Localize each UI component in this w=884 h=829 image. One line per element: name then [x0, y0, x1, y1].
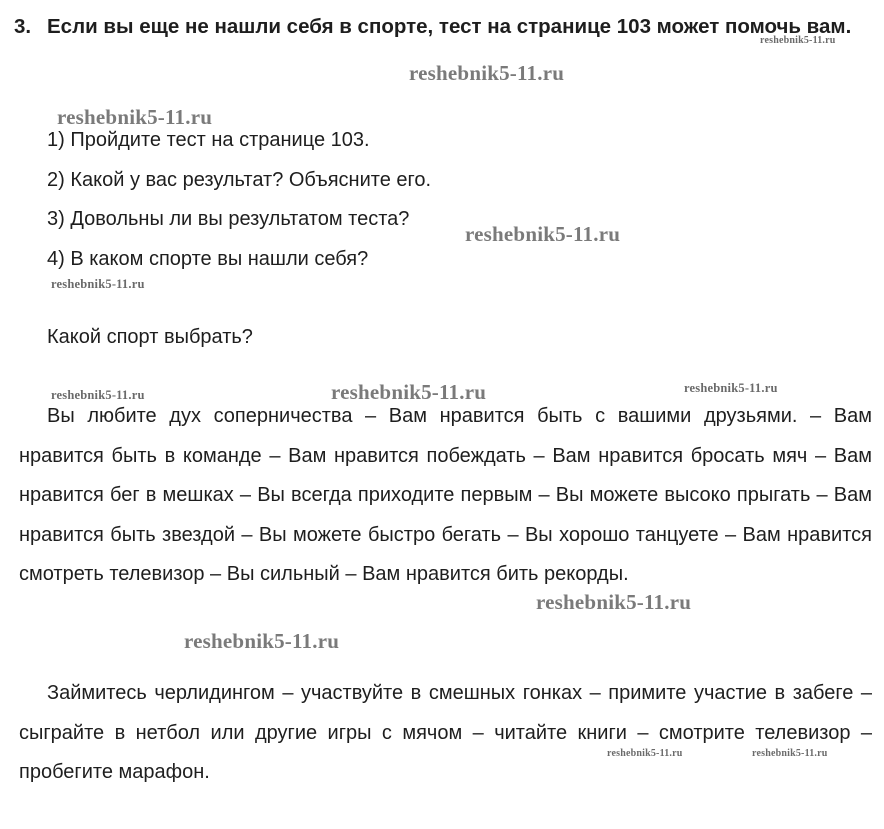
watermark: reshebnik5-11.ru [409, 61, 565, 85]
question-list [47, 121, 431, 279]
watermark: reshebnik5-11.ru [752, 748, 828, 759]
paragraph-preferences: Вы любите дух соперничества – Вам нравится быть с вашими друзьями. – Вам нравится быть в команде – Вам нравится побеждать – Вам нравится бросать мяч – Вам нравится бег в мешках – Вы всегда приходите первым – Вы можете высоко прыгать – Вам нравится быть звездой – Вы можете быстро бегать – Вы хорошо танцуете – Вам нравится смотреть телевизор – Вы сильный – Вам нравится бить рекорды. [19, 405, 872, 585]
watermark: reshebnik5-11.ru [684, 381, 778, 395]
watermark: reshebnik5-11.ru [51, 277, 145, 291]
task-title: Если вы еще не нашли себя в спорте, тест на странице 103 может помочь вам. [47, 15, 852, 38]
section-subheading: Какой спорт выбрать? [47, 326, 253, 348]
watermark: reshebnik5-11.ru [57, 105, 213, 129]
watermark: reshebnik5-11.ru [184, 629, 340, 653]
watermark: reshebnik5-11.ru [51, 388, 145, 402]
task-number: 3. [14, 15, 32, 38]
task-header [14, 8, 872, 45]
watermark: reshebnik5-11.ru [760, 35, 836, 46]
question-item: 2) Какой у вас результат? Объясните его. [47, 168, 432, 191]
question-item: 3) Довольны ли вы результатом теста? [47, 208, 410, 230]
watermark: reshebnik5-11.ru [607, 748, 683, 759]
watermark: reshebnik5-11.ru [465, 222, 621, 246]
watermark: reshebnik5-11.ru [536, 590, 692, 614]
watermark: reshebnik5-11.ru [331, 380, 487, 404]
paragraph-suggestions: Займитесь черлидингом – участвуйте в смешных гонках – примите участие в забеге – сыграйте в нетбол или другие игры с мячом – читайте книги – смотрите телевизор – пробегите марафон. [19, 682, 872, 783]
question-item: 4) В каком спорте вы нашли себя? [47, 247, 369, 270]
question-item: 1) Пройдите тест на странице 103. [47, 129, 370, 151]
